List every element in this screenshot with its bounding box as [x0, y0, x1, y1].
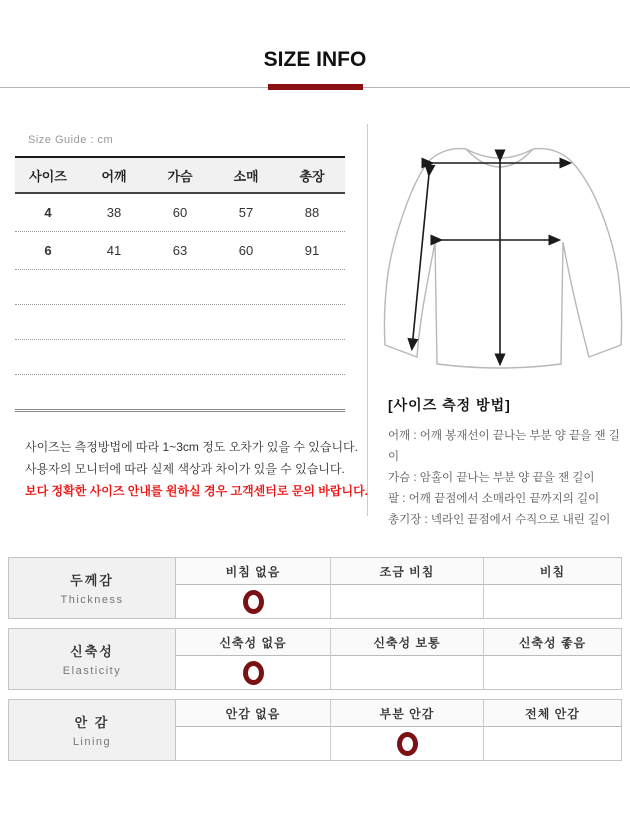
attribute-option-column	[483, 700, 621, 760]
note-monitor: 사용자의 모니터에 따라 실제 색상과 차이가 있을 수 있습니다.	[25, 462, 345, 476]
notes-section	[25, 436, 370, 502]
attribute-option-label: 비침	[484, 558, 621, 585]
attribute-option-column	[330, 700, 483, 760]
attribute-option-value-cell	[484, 727, 621, 760]
note-tolerance: 사이즈는 측정방법에 따라 1~3cm 정도 오차가 있을 수 있습니다.	[25, 440, 358, 454]
selected-marker-ring	[397, 732, 418, 756]
note-warning: 보다 정확한 사이즈 안내를 원하실 경우 고객센터로 문의 바랍니다.	[25, 484, 368, 498]
attribute-option-value-cell	[331, 656, 483, 689]
page-title: SIZE INFO	[263, 48, 367, 71]
attribute-option-column	[483, 629, 621, 689]
attribute-option-column	[176, 558, 330, 618]
attribute-option-value-cell	[484, 585, 621, 618]
attribute-label-cell	[9, 629, 176, 689]
size-table-empty-row	[15, 305, 345, 340]
attribute-option-label: 부분 안감	[331, 700, 483, 727]
attribute-label-en: Thickness	[60, 594, 124, 606]
attribute-option-label: 전체 안감	[484, 700, 621, 727]
attribute-label-ko: 안 감	[74, 715, 110, 730]
measure-line-shoulder: 어깨 : 어깨 봉재선이 끝나는 부분 양 끝을 잰 길이	[388, 430, 620, 463]
length-cell: 88	[304, 205, 320, 220]
attribute-option-label: 조금 비침	[331, 558, 483, 585]
attribute-option-value-cell	[331, 585, 483, 618]
attribute-option-value-cell	[331, 727, 483, 760]
length-cell: 91	[304, 243, 320, 258]
attribute-option-label: 안감 없음	[176, 700, 330, 727]
attribute-option-label: 비침 없음	[176, 558, 330, 585]
selected-marker-ring	[243, 590, 264, 614]
attribute-label-ko: 신축성	[70, 644, 114, 659]
attribute-option-value-cell	[176, 656, 330, 689]
size-table-row	[15, 194, 345, 232]
attribute-table-lining	[8, 699, 622, 761]
title-accent-bar	[268, 84, 363, 90]
attribute-option-value-cell	[484, 656, 621, 689]
size-table-header-row	[15, 156, 345, 194]
size-cell: 4	[44, 205, 52, 220]
attribute-table-thickness	[8, 557, 622, 619]
size-cell: 6	[44, 243, 52, 258]
attribute-label-ko: 두께감	[70, 573, 114, 588]
attribute-label-cell	[9, 700, 176, 760]
measure-line-chest: 가슴 : 암홀이 끝나는 부분 양 끝을 잰 길이	[388, 472, 595, 484]
chest-cell: 63	[172, 243, 188, 258]
attribute-option-label: 신축성 보통	[331, 629, 483, 656]
size-table-header: 소매	[233, 168, 259, 184]
attribute-option-column	[176, 700, 330, 760]
chest-cell: 60	[172, 205, 188, 220]
size-table-row	[15, 232, 345, 270]
measure-method-section	[388, 395, 626, 531]
garment-diagram	[380, 133, 626, 389]
measure-line-length: 총기장 : 넥라인 끝점에서 수직으로 내린 길이	[388, 514, 611, 526]
attribute-option-label: 신축성 없음	[176, 629, 330, 656]
sleeve-cell: 60	[238, 243, 254, 258]
attribute-option-column	[483, 558, 621, 618]
size-table-empty-row	[15, 340, 345, 375]
sleeve-cell: 57	[238, 205, 254, 220]
attribute-label-en: Elasticity	[62, 665, 122, 677]
size-table-empty-row	[15, 375, 345, 409]
size-table-header: 어깨	[101, 168, 127, 184]
shoulder-cell: 41	[106, 243, 122, 258]
attribute-option-value-cell	[176, 585, 330, 618]
attribute-label-cell	[9, 558, 176, 618]
shoulder-cell: 38	[106, 205, 122, 220]
selected-marker-ring	[243, 661, 264, 685]
size-table-empty-row	[15, 270, 345, 305]
attribute-table-elasticity	[8, 628, 622, 690]
attribute-label-en: Lining	[72, 736, 112, 748]
size-table-header: 총장	[299, 168, 325, 184]
attribute-option-column	[176, 629, 330, 689]
size-table	[15, 156, 345, 412]
attribute-option-column	[330, 558, 483, 618]
size-table-header: 가슴	[167, 168, 193, 184]
measure-line-arm: 팔 : 어깨 끝점에서 소매라인 끝까지의 길이	[388, 493, 600, 505]
size-table-header: 사이즈	[29, 168, 67, 184]
attribute-option-value-cell	[176, 727, 330, 760]
attribute-option-column	[330, 629, 483, 689]
attribute-option-label: 신축성 좋음	[484, 629, 621, 656]
size-guide-label: Size Guide : cm	[28, 134, 114, 146]
measure-method-title: [사이즈 측정 방법]	[388, 397, 511, 413]
